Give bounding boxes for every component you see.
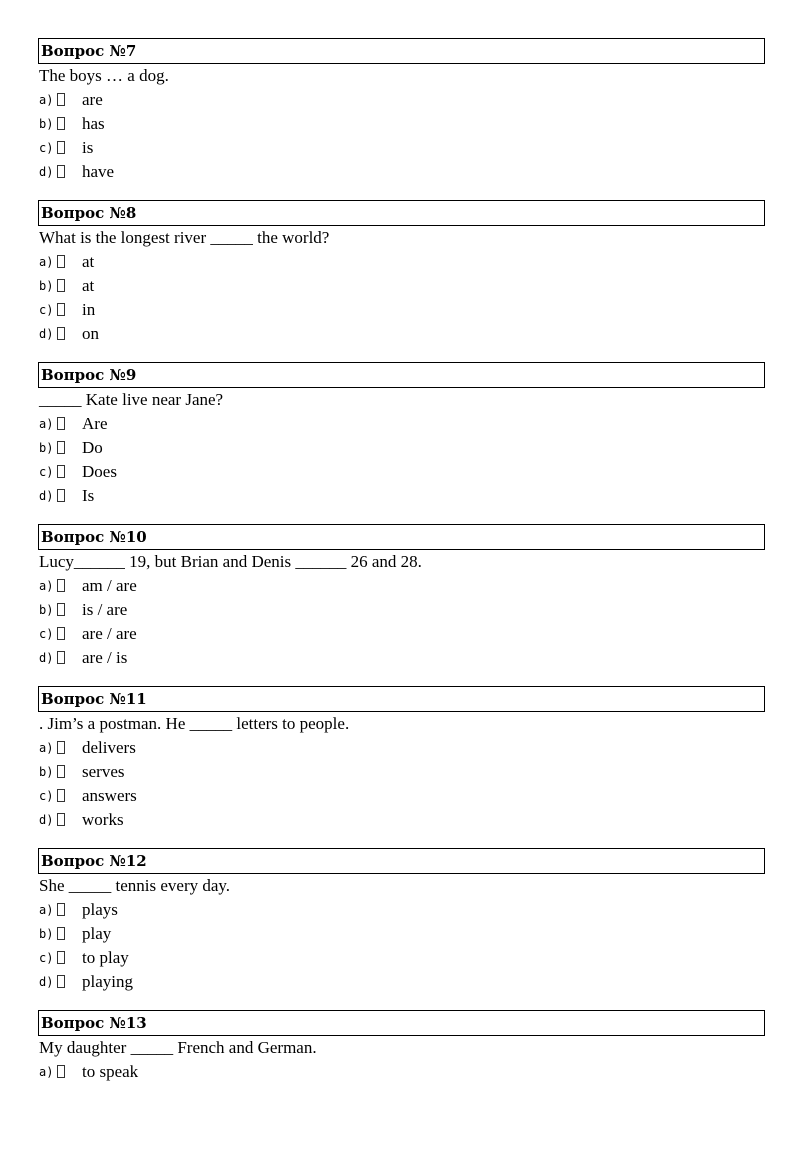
option-letter: b) xyxy=(39,441,54,455)
question-text: _____ Kate live near Jane? xyxy=(39,390,224,409)
test-page xyxy=(38,38,765,1172)
option-checkbox[interactable] xyxy=(57,1065,65,1078)
option-checkbox[interactable] xyxy=(57,327,65,340)
option-checkbox[interactable] xyxy=(57,927,65,940)
question-header: Вопрос №7 xyxy=(38,38,765,64)
option-checkbox[interactable] xyxy=(57,141,65,154)
option-text: are / are xyxy=(82,624,137,643)
option-text: play xyxy=(82,924,112,943)
option-c[interactable] xyxy=(38,298,765,322)
option-b[interactable] xyxy=(38,274,765,298)
option-d[interactable] xyxy=(38,808,765,832)
option-checkbox[interactable] xyxy=(57,117,65,130)
option-letter: a) xyxy=(39,903,54,917)
option-text: works xyxy=(82,810,124,829)
question-12 xyxy=(38,848,765,1010)
option-text: on xyxy=(82,324,99,343)
question-13 xyxy=(38,1010,765,1172)
option-letter: c) xyxy=(39,789,54,803)
question-11 xyxy=(38,686,765,848)
option-text: am / are xyxy=(82,576,137,595)
question-8 xyxy=(38,200,765,362)
question-text: The boys … a dog. xyxy=(39,66,169,85)
option-letter: c) xyxy=(39,951,54,965)
option-text: have xyxy=(82,162,115,181)
option-checkbox[interactable] xyxy=(57,465,65,478)
option-a[interactable] xyxy=(38,88,765,112)
option-a[interactable] xyxy=(38,1060,765,1084)
question-header: Вопрос №9 xyxy=(38,362,765,388)
option-a[interactable] xyxy=(38,736,765,760)
option-letter: d) xyxy=(39,327,54,341)
option-text: at xyxy=(82,276,95,295)
option-text: to play xyxy=(82,948,129,967)
question-7 xyxy=(38,38,765,200)
question-text: Lucy______ 19, but Brian and Denis ______ 26 and 28. xyxy=(39,552,422,571)
option-text: to speak xyxy=(82,1062,139,1081)
option-text: are xyxy=(82,90,103,109)
question-10 xyxy=(38,524,765,686)
option-b[interactable] xyxy=(38,436,765,460)
option-letter: a) xyxy=(39,1065,54,1079)
question-header: Вопрос №13 xyxy=(38,1010,765,1036)
option-checkbox[interactable] xyxy=(57,903,65,916)
option-letter: b) xyxy=(39,117,54,131)
option-checkbox[interactable] xyxy=(57,765,65,778)
question-9 xyxy=(38,362,765,524)
option-a[interactable] xyxy=(38,412,765,436)
option-text: playing xyxy=(82,972,133,991)
option-checkbox[interactable] xyxy=(57,417,65,430)
option-letter: c) xyxy=(39,141,54,155)
option-letter: b) xyxy=(39,603,54,617)
option-letter: b) xyxy=(39,279,54,293)
option-text: Is xyxy=(82,486,95,505)
option-d[interactable] xyxy=(38,646,765,670)
option-d[interactable] xyxy=(38,160,765,184)
question-header: Вопрос №12 xyxy=(38,848,765,874)
option-a[interactable] xyxy=(38,574,765,598)
option-b[interactable] xyxy=(38,760,765,784)
option-text: answers xyxy=(82,786,137,805)
option-checkbox[interactable] xyxy=(57,741,65,754)
option-letter: c) xyxy=(39,627,54,641)
option-a[interactable] xyxy=(38,898,765,922)
question-text: My daughter _____ French and German. xyxy=(39,1038,317,1057)
option-text: plays xyxy=(82,900,118,919)
option-text: is / are xyxy=(82,600,128,619)
question-text: . Jim’s a postman. He _____ letters to people. xyxy=(39,714,350,733)
option-c[interactable] xyxy=(38,136,765,160)
question-text: She _____ tennis every day. xyxy=(39,876,231,895)
option-c[interactable] xyxy=(38,622,765,646)
option-checkbox[interactable] xyxy=(57,489,65,502)
option-checkbox[interactable] xyxy=(57,813,65,826)
option-letter: d) xyxy=(39,975,54,989)
option-d[interactable] xyxy=(38,322,765,346)
option-letter: c) xyxy=(39,303,54,317)
option-checkbox[interactable] xyxy=(57,93,65,106)
option-text: has xyxy=(82,114,105,133)
option-checkbox[interactable] xyxy=(57,627,65,640)
option-text: are / is xyxy=(82,648,128,667)
option-text: serves xyxy=(82,762,125,781)
option-letter: a) xyxy=(39,579,54,593)
option-checkbox[interactable] xyxy=(57,279,65,292)
option-letter: c) xyxy=(39,465,54,479)
option-checkbox[interactable] xyxy=(57,255,65,268)
option-letter: a) xyxy=(39,417,54,431)
option-d[interactable] xyxy=(38,970,765,994)
option-checkbox[interactable] xyxy=(57,789,65,802)
option-letter: d) xyxy=(39,489,54,503)
option-letter: d) xyxy=(39,813,54,827)
option-b[interactable] xyxy=(38,922,765,946)
question-header: Вопрос №10 xyxy=(38,524,765,550)
option-d[interactable] xyxy=(38,484,765,508)
option-text: is xyxy=(82,138,94,157)
option-letter: b) xyxy=(39,927,54,941)
option-text: at xyxy=(82,252,95,271)
question-header: Вопрос №8 xyxy=(38,200,765,226)
question-text: What is the longest river _____ the world? xyxy=(39,228,330,247)
option-letter: d) xyxy=(39,651,54,665)
option-b[interactable] xyxy=(38,598,765,622)
option-b[interactable] xyxy=(38,112,765,136)
option-checkbox[interactable] xyxy=(57,651,65,664)
option-letter: a) xyxy=(39,93,54,107)
option-checkbox[interactable] xyxy=(57,579,65,592)
option-text: delivers xyxy=(82,738,136,757)
option-checkbox[interactable] xyxy=(57,165,65,178)
question-header: Вопрос №11 xyxy=(38,686,765,712)
option-letter: b) xyxy=(39,765,54,779)
option-checkbox[interactable] xyxy=(57,975,65,988)
option-text: Do xyxy=(82,438,103,457)
option-c[interactable] xyxy=(38,784,765,808)
option-c[interactable] xyxy=(38,460,765,484)
option-text: Does xyxy=(82,462,117,481)
option-letter: d) xyxy=(39,165,54,179)
option-text: Are xyxy=(82,414,108,433)
option-checkbox[interactable] xyxy=(57,303,65,316)
option-letter: a) xyxy=(39,255,54,269)
option-checkbox[interactable] xyxy=(57,951,65,964)
option-a[interactable] xyxy=(38,250,765,274)
option-text: in xyxy=(82,300,96,319)
option-checkbox[interactable] xyxy=(57,603,65,616)
option-checkbox[interactable] xyxy=(57,441,65,454)
option-letter: a) xyxy=(39,741,54,755)
option-c[interactable] xyxy=(38,946,765,970)
